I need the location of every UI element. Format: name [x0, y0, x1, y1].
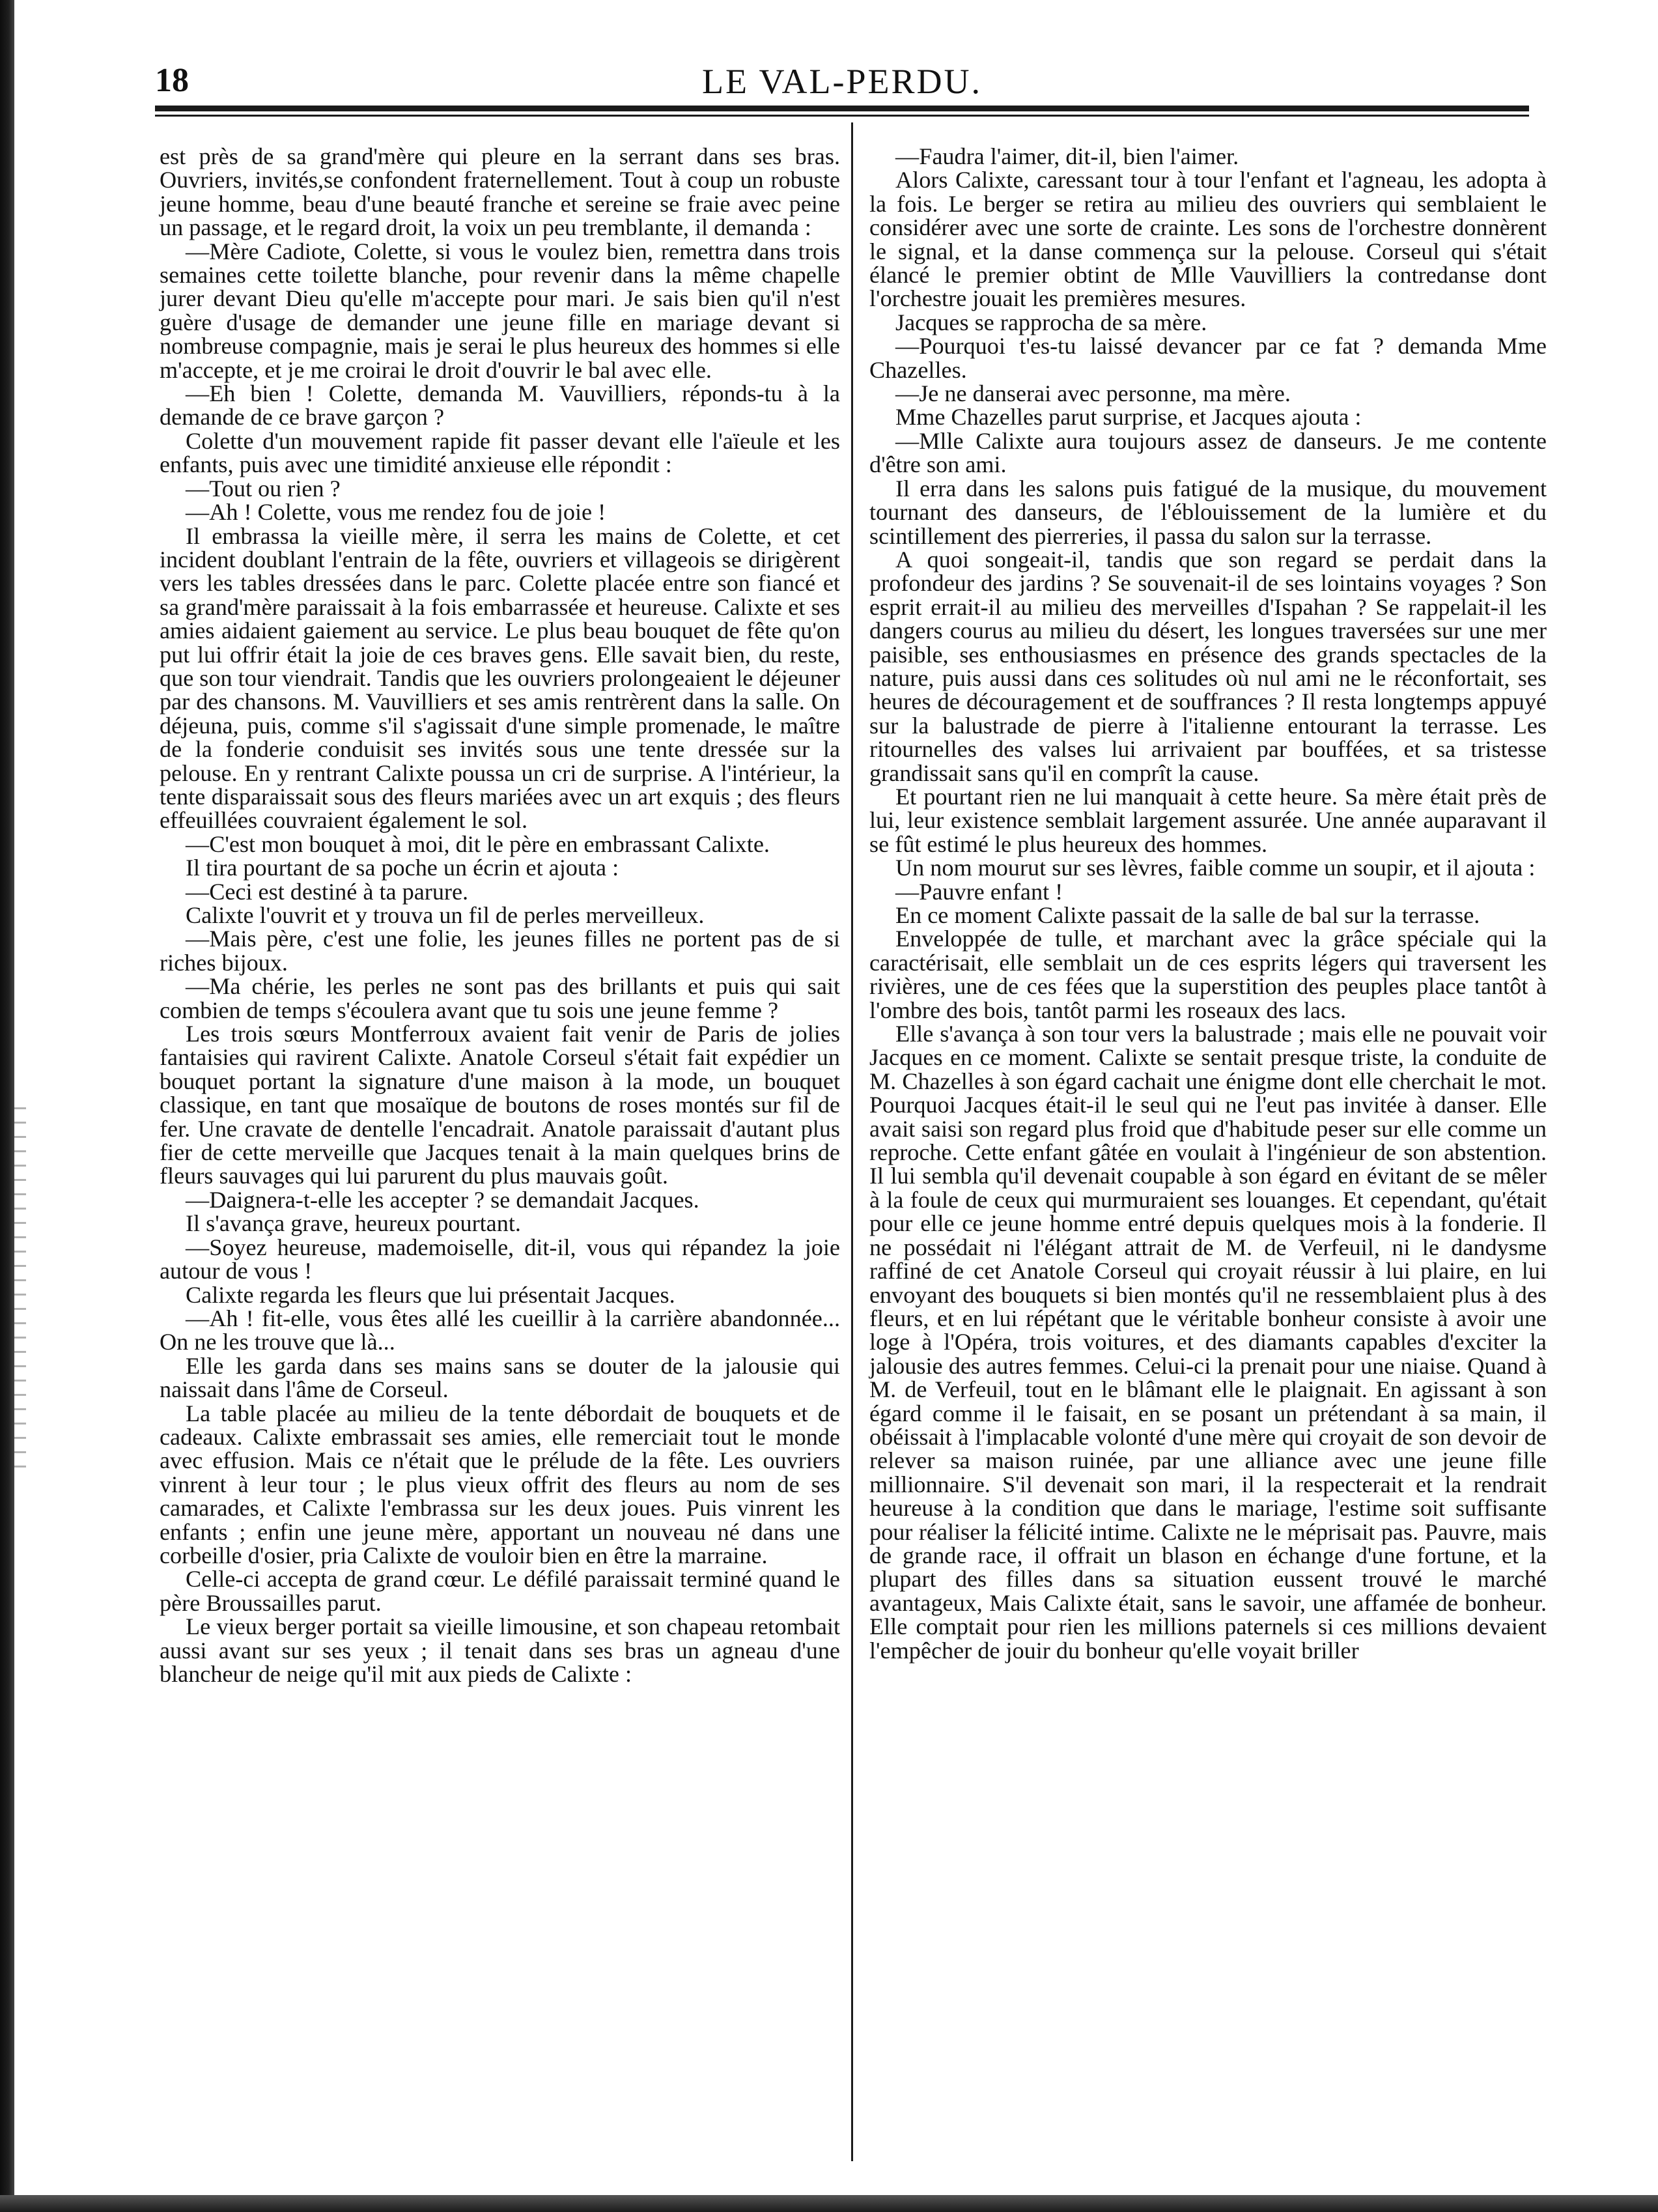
paragraph: En ce moment Calixte passait de la salle de bal sur la terrasse.	[895, 902, 1480, 928]
right-column	[869, 145, 1547, 1662]
left-column	[160, 145, 840, 1686]
scan-bottom-edge	[0, 2195, 1658, 2212]
paragraph: —Eh bien ! Colette, demanda M. Vauvilliers, réponds-tu à la demande de ce brave garçon ?	[160, 380, 840, 431]
page-header	[155, 57, 1529, 104]
column-divider	[851, 122, 853, 2161]
paragraph: Un nom mourut sur ses lèvres, faible comme un soupir, et il ajouta :	[895, 855, 1536, 881]
paragraph: —Ma chérie, les perles ne sont pas des brillants et puis qui sait combien de temps s'écoulera avant que tu sois une jeune femme ?	[160, 973, 840, 1023]
paragraph: Elle les garda dans ses mains sans se douter de la jalousie qui naissait dans l'âme de Corseul.	[160, 1352, 840, 1403]
scan-edge-specks	[14, 1107, 26, 1472]
paragraph: Le vieux berger portait sa vieille limousine, et son chapeau retombait aussi avant sur ses yeux ; il tenait dans ses bras un agneau d'une blancheur de neige qu'il mit aux pieds de Calixte :	[160, 1613, 840, 1687]
paragraph: Enveloppée de tulle, et marchant avec la grâce spéciale qui la caractérisait, elle semblait un de ces esprits légers qui traversent les rivières, une de ces fées que la superstition des peuples place tantôt à l'ombre des bois, tantôt parmi les roseaux des lacs.	[869, 926, 1547, 1023]
paragraph: —Pourquoi t'es-tu laissé devancer par ce fat ? demanda Mme Chazelles.	[869, 333, 1547, 383]
paragraph: —Ah ! fit-elle, vous êtes allé les cueillir à la carrière abandonnée... On ne les trouve que là...	[160, 1305, 840, 1355]
paragraph: —Ceci est destiné à ta parure.	[186, 878, 469, 905]
paragraph: Calixte l'ouvrit et y trouva un fil de perles merveilleux.	[186, 902, 705, 928]
paragraph: Et pourtant rien ne lui manquait à cette heure. Sa mère était près de lui, leur existence semblait largement assurée. Une année auparavant il se fût estimé le plus heureux des hommes.	[869, 783, 1547, 857]
paragraph: —Je ne danserai avec personne, ma mère.	[895, 380, 1291, 407]
paragraph: —Mlle Calixte aura toujours assez de danseurs. Je me contente d'être son ami.	[869, 427, 1547, 478]
paragraph: est près de sa grand'mère qui pleure en la serrant dans ses bras. Ouvriers, invités,se confondent fraternellement. Tout à coup un robuste jeune homme, beau d'une beauté franche et sereine se fraie avec peine un passage, et le regard droit, la voix un peu tremblante, il demanda :	[160, 143, 840, 241]
paragraph: Il embrassa la vieille mère, il serra les mains de Colette, et cet incident doublant l'entrain de la fête, ouvriers et villageois se dirigèrent vers les tables dressées dans le parc. Colette placée entre son fiancé et sa grand'mère paraissait à la fois embarrassée et heureuse. Calixte et ses amies aidaient gaiement au service. Le plus beau bouquet de fête qu'on put lui offrir était la joie de ces braves gens. Elle savait bien, du reste, que son tour viendrait. Tandis que les ouvriers prolongeaient le déjeuner par des chansons. M. Vauvilliers et ses amis rentrèrent dans la salle. On déjeuna, puis, comme s'il s'agissait d'une simple promenade, le maître de la fonderie conduisit ses invités sous une tente dressée sur la pelouse. En y rentrant Calixte poussa un cri de surprise. A l'intérieur, la tente disparaissait sous des fleurs mariées avec un art exquis ; des fleurs effeuillées couvraient également le sol.	[160, 522, 840, 834]
paragraph: Mme Chazelles parut surprise, et Jacques ajouta :	[895, 404, 1362, 431]
paragraph: Jacques se rapprocha de sa mère.	[895, 309, 1207, 335]
scan-left-edge	[0, 0, 14, 2212]
paragraph: —C'est mon bouquet à moi, dit le père en embrassant Calixte.	[186, 830, 770, 857]
paragraph: Calixte regarda les fleurs que lui présentait Jacques.	[186, 1281, 675, 1308]
header-rule-thin	[155, 115, 1529, 117]
paragraph: Il s'avança grave, heureux pourtant.	[186, 1210, 521, 1237]
paragraph: —Tout ou rien ?	[186, 475, 341, 502]
header-rule-thick	[155, 106, 1529, 111]
paragraph: —Soyez heureuse, mademoiselle, dit-il, vous qui répandez la joie autour de vous !	[160, 1234, 840, 1284]
paragraph: —Mais père, c'est une folie, les jeunes filles ne portent pas de si riches bijoux.	[160, 926, 840, 976]
paragraph: Alors Calixte, caressant tour à tour l'enfant et l'agneau, les adopta à la fois. Le berger se retira au milieu des ouvriers qui semblaient le considérer avec une sorte de crainte. Les sons de l'orchestre donnèrent le signal, et la danse commença sur la pelouse. Corseul qui s'était élancé le premier obtint de Mlle Vauvilliers la contredanse dont l'orchestre jouait les premières mesures.	[869, 167, 1547, 312]
paragraph: —Mère Cadiote, Colette, si vous le voulez bien, remettra dans trois semaines cette toilette blanche, pour revenir dans la même chapelle jurer devant Dieu qu'elle m'accepte pour mari. Je sais bien qu'il n'est guère d'usage de demander une jeune fille en mariage devant si nombreuse compagnie, mais je serai le plus heureux des hommes si elle m'accepte, et je me croirai le droit d'ouvrir le bal avec elle.	[160, 238, 840, 383]
paragraph: —Daignera-t-elle les accepter ? se demandait Jacques.	[186, 1186, 699, 1213]
paragraph: Colette d'un mouvement rapide fit passer devant elle l'aïeule et les enfants, puis avec une timidité anxieuse elle répondit :	[160, 427, 840, 478]
paragraph: —Ah ! Colette, vous me rendez fou de joie !	[186, 499, 606, 526]
page-number: 18	[155, 62, 189, 99]
paragraph: La table placée au milieu de la tente débordait de bouquets et de cadeaux. Calixte embrassait ses amies, elle remerciait tout le monde avec effusion. Mais ce n'était que le prélude de la fête. Les ouvriers vinrent à leur tour ; le plus vieux offrit des fleurs au nom de ses camarades, et Calixte l'embrassa sur les deux joues. Puis vinrent les enfants ; enfin une jeune mère, apportant un nouveau né dans une corbeille d'osier, pria Calixte de vouloir bien en être la marraine.	[160, 1400, 840, 1568]
paragraph: Il tira pourtant de sa poche un écrin et ajouta :	[186, 855, 619, 881]
paragraph: Les trois sœurs Montferroux avaient fait venir de Paris de jolies fantaisies qui ravirent Calixte. Anatole Corseul s'était fait expédier un bouquet portant la signature d'une maison à la mode, un bouquet classique, en tant que mosaïque de boutons de roses montés sur fil de fer. Une cravate de dentelle l'encadrait. Anatole paraissait d'autant plus fier de cette merveille que Jacques tenait à la main quelques brins de fleurs sauvages qui lui parurent du plus mauvais goût.	[160, 1021, 840, 1189]
running-title: LE VAL-PERDU.	[701, 62, 983, 101]
paragraph: A quoi songeait-il, tandis que son regard se perdait dans la profondeur des jardins ? Se souvenait-il de ses lointains voyages ? Son esprit errait-il au milieu des merveilles d'Ispahan ? Se rappelait-il les dangers courus au milieu du désert, les longues traversées sur une mer paisible, ses enthousiasmes en présence des grands spectacles de la nature, puis aussi dans ces solitudes où nul ami ne le réconfortait, ses heures de découragement et de souffrances ? Il resta longtemps appuyé sur la balustrade de pierre à l'italienne entourant la terrasse. Les ritournelles des valses lui arrivaient par bouffées, et sa tristesse grandissait sans qu'il en comprît la cause.	[869, 546, 1547, 786]
paragraph: —Pauvre enfant !	[895, 878, 1063, 905]
paragraph: Celle-ci accepta de grand cœur. Le défilé paraissait terminé quand le père Broussailles parut.	[160, 1566, 840, 1616]
paragraph: —Faudra l'aimer, dit-il, bien l'aimer.	[895, 143, 1239, 169]
paragraph: Il erra dans les salons puis fatigué de la musique, du mouvement tournant des danseurs, de l'éblouissement de la lumière et du scintillement des pierreries, il passa du salon sur la terrasse.	[869, 475, 1547, 549]
paragraph: Elle s'avança à son tour vers la balustrade ; mais elle ne pouvait voir Jacques en ce moment. Calixte se sentait presque triste, la conduite de M. Chazelles à son égard cachait une énigme dont elle cherchait le mot. Pourquoi Jacques était-il le seul qui ne l'eut pas invitée à danser. Elle avait saisi son regard plus froid que d'habitude peser sur elle comme un reproche. Cette enfant gâtée en voulait à l'ingénieur de son abstention. Il lui sembla qu'il devenait coupable à son égard en évitant de se mêler à la foule de ceux qui murmuraient ses louanges. Et cependant, qu'était pour elle ce jeune homme entré depuis quelques mois à la fonderie. Il ne possédait ni l'élégant attrait de M. de Verfeuil, ni le dandysme raffiné de cet Anatole Corseul qui croyait réussir à lui plaire, en lui envoyant des bouquets si bien montés qu'il ne ressemblaient plus à des fleurs, et en lui répétant que le véritable bonheur consiste à avoir une loge à l'Opéra, trois voitures, et des diamants capables d'exciter la jalousie des autres femmes. Celui-ci la prenait pour une niaise. Quand à M. de Verfeuil, tout en le blâmant elle le plaignait. En agissant à son égard comme il le faisait, en se posant un prétendant à sa main, il obéissait à l'implacable volonté d'une mère qui croyait de son devoir de relever sa maison ruinée, par une alliance avec une jeune fille millionnaire. S'il devenait son mari, il la respecterait et la rendrait heureuse à la condition que dans le mariage, l'estime soit suffisante pour réaliser la félicité intime. Calixte ne le méprisait pas. Pauvre, mais de grande race, il offrait un blason en échange d'une fortune, et la plupart des filles dans sa situation eussent trouvé le marché avantageux, Mais Calixte était, sans le savoir, une affamée de bonheur. Elle comptait pour rien les millions paternels si ces millions devaient l'empêcher de jouir du bonheur qu'elle voyait briller	[869, 1021, 1547, 1664]
